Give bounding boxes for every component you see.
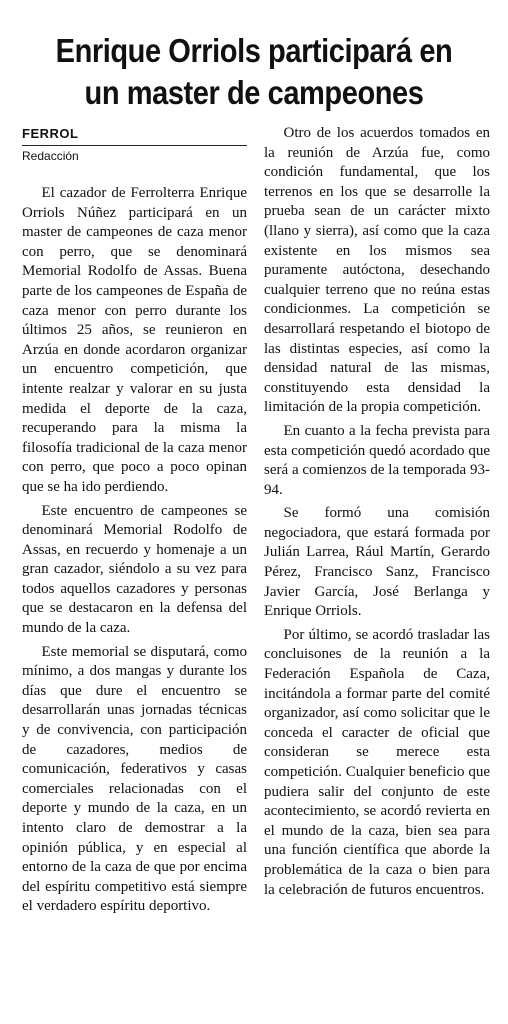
article-column-right bbox=[264, 124, 490, 904]
dateline: FERROL bbox=[22, 126, 79, 141]
article-column-left bbox=[22, 124, 247, 921]
dateline-rule bbox=[22, 145, 247, 146]
paragraph-1: El cazador de Ferrolterra Enrique Orriols Núñez participará en un master de campeones de caza menor con perro, que se denominará Memorial Rodolfo de Assas. Buena parte de los campeones de España de caza menor con perro durante los últimos 25 años, se reunieron en Arzúa en donde acordaron organizar un encuentro competición, que intente realzar y valorar en su justa medida el deporte de la caza, recuperando para la misma la filosofía tradicional de la caza menor con perro, que poco a poco opinan que se ha ido perdiendo. bbox=[22, 185, 247, 495]
paragraph-5: En cuanto a la fecha prevista para esta competición quedó acordado que será a comienzos de la temporada 93-94. bbox=[264, 422, 490, 498]
paragraph-7: Por último, se acordó trasladar las concluisones de la reunión a la Federación Española de Caza, incitándola a formar parte del comité organizador, así como solicitar que le conceda el caracter de oficial que consideran se merece esta competición. Cualquier beneficio que pudiera salir del conjunto de este acontecimiento, se acordó revierta en el mundo de la caza, bien sea para una función científica que aborde la problemática de la caza o bien para la celebración de futuros encuentros. bbox=[264, 626, 490, 898]
headline-line-1: Enrique Orriols participará en bbox=[55, 32, 453, 69]
paragraph-4: Otro de los acuerdos tomados en la reunión de Arzúa fue, como condición fundamental, que los terrenos en los que se desarrolle la prueba sean de un carácter mixto (llano y sierra), así como que la caza existente en los mismos sea puramente autóctona, desechando cualquier terreno que no reúna estas condicionmes. La competición se desarrollará respetando el biotopo de las distintas especies, así como la densidad natural de las mismas, constituyendo esta densidad la limitación de la propia competición. bbox=[264, 125, 490, 416]
paragraph-2: Este encuentro de campeones se denominará Memorial Rodolfo de Assas, en recuerdo y homenaje a un gran cazador, siéndolo a su vez para todos aquellos cazadores y personas que se destacaron en la defensa del mundo de la caza. bbox=[22, 502, 247, 637]
headline-line-2: un master de campeones bbox=[84, 74, 424, 111]
paragraph-3: Este memorial se disputará, como mínimo, a dos mangas y durante los días que dure el encuentro se desarrollarán unas jornadas técnicas y de convivencia, con participación de cazadores, medios de comunicación, federativos y casas comerciales relacionadas con el deporte y mundo de la caza, en un intento claro de demostrar a la opinión pública, y en especial al entorno de la caza de que por encima del espíritu competitivo está siempre el verdadero espíritu deportivo. bbox=[22, 643, 247, 915]
paragraph-6: Se formó una comisión negociadora, que estará formada por Julián Larrea, Rául Martín, Gerardo Pérez, Francisco Sanz, Francisco Javier García, José Berlanga y Enrique Orriols. bbox=[264, 505, 490, 620]
byline: Redacción bbox=[22, 149, 79, 163]
article-headline bbox=[30, 30, 477, 114]
